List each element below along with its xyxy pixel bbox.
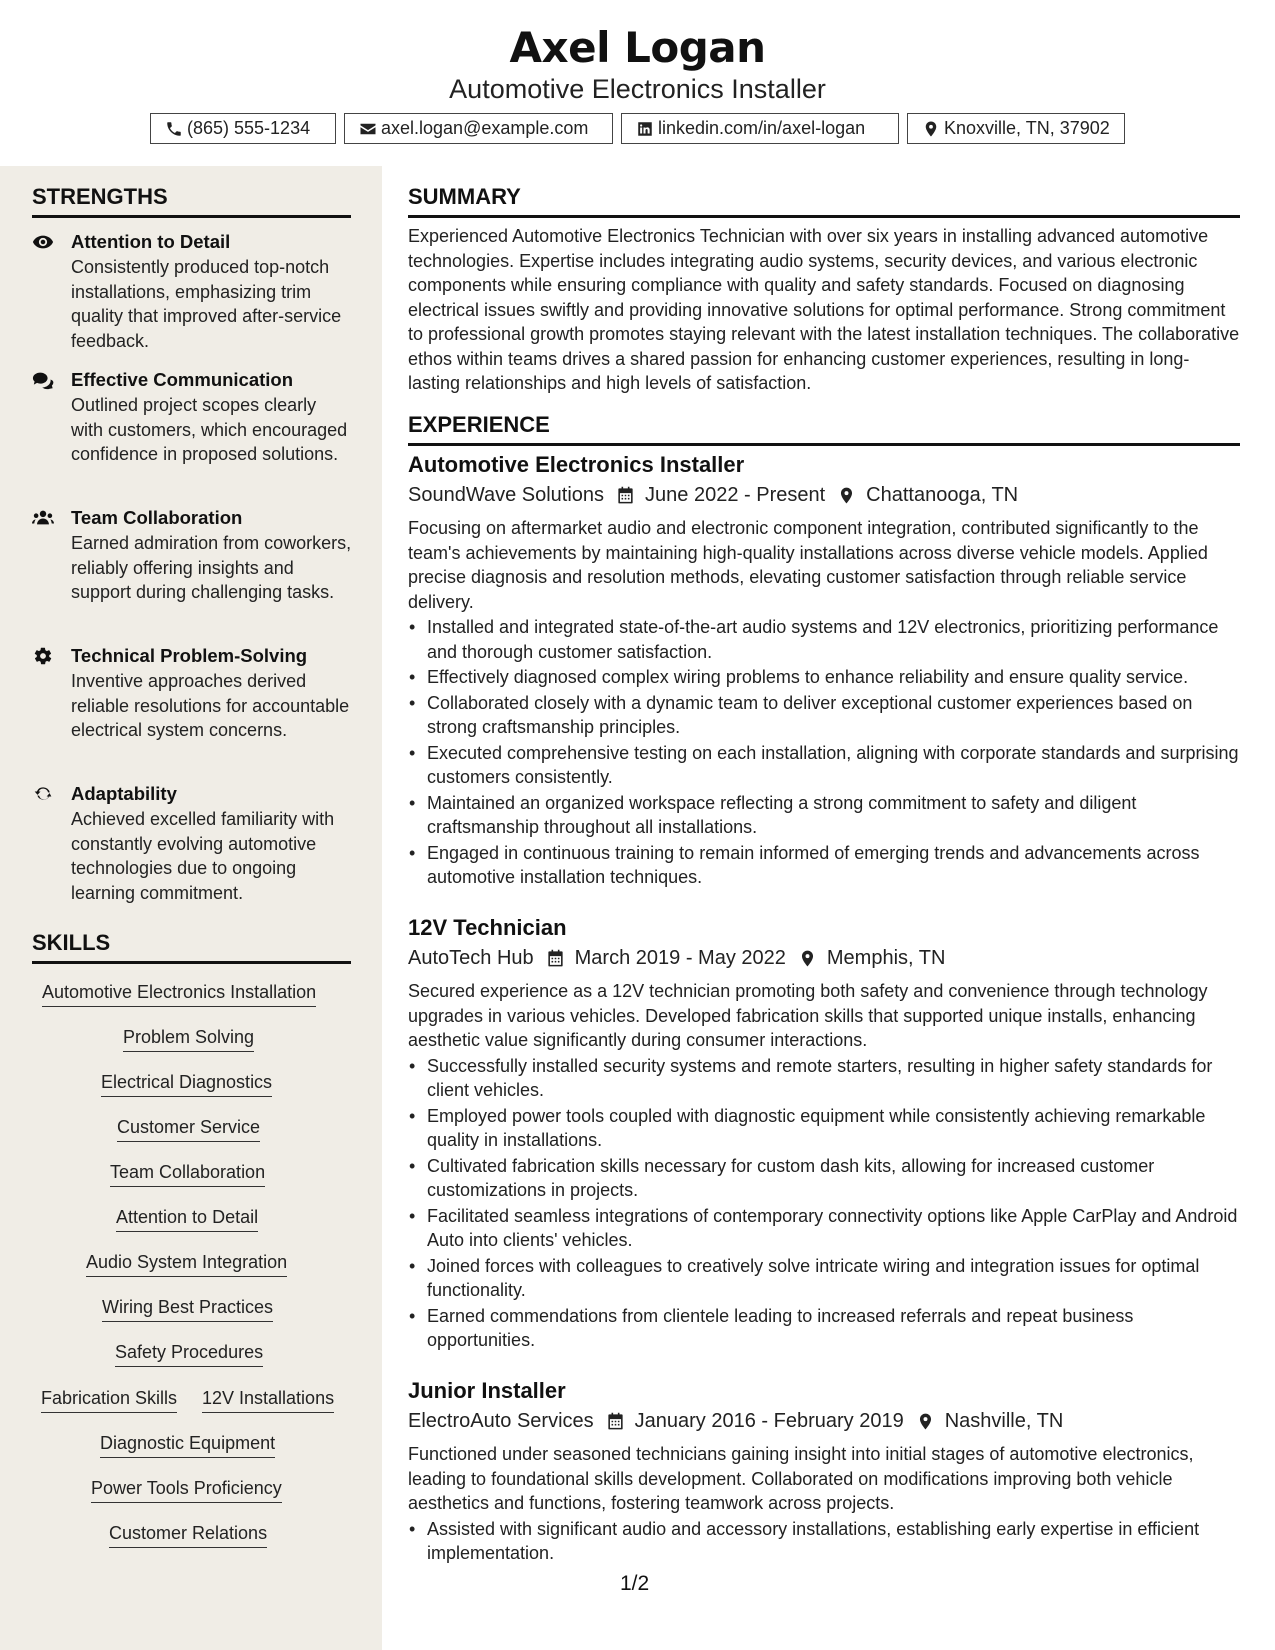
skill-tag: Diagnostic Equipment xyxy=(100,1431,275,1458)
sync-icon xyxy=(32,784,54,804)
strength-desc: Inventive approaches derived reliable resolutions for accountable electrical system concerns. xyxy=(71,671,350,740)
contact-location xyxy=(907,113,1125,144)
linkedin-text[interactable]: linkedin.com/in/axel-logan xyxy=(658,118,866,138)
strength-desc: Consistently produced top-notch installations, emphasizing trim quality that improved after-service feedback. xyxy=(71,257,342,351)
email-text[interactable]: axel.logan@example.com xyxy=(381,118,589,138)
job-bullets xyxy=(408,1517,1240,1566)
strength-desc: Outlined project scopes clearly with customers, which encouraged confidence in proposed solutions. xyxy=(71,395,348,464)
contact-bar xyxy=(0,113,1275,144)
location-text: Knoxville, TN, 37902 xyxy=(944,118,1110,138)
strength-title: Adaptability xyxy=(71,783,177,804)
skill-tag: Attention to Detail xyxy=(116,1205,258,1232)
job-location: Memphis, TN xyxy=(826,947,946,969)
candidate-name: Axel Logan xyxy=(509,23,766,72)
job-company: ElectroAuto Services xyxy=(408,1410,594,1432)
strength-title: Attention to Detail xyxy=(71,231,231,252)
job-bullet: • Engaged in continuous training to remain informed of emerging trends and advancements across automotive installation techniques. xyxy=(408,841,1240,890)
job-location: Chattanooga, TN xyxy=(866,484,1019,506)
summary-heading: SUMMARY xyxy=(408,183,1240,218)
job-dates: March 2019 - May 2022 xyxy=(574,947,786,969)
job-entry xyxy=(408,914,1240,1353)
skill-tag: Problem Solving xyxy=(123,1025,254,1052)
page-number: 1/2 xyxy=(620,1572,650,1595)
map-pin-icon xyxy=(798,949,817,968)
strength-title: Team Collaboration xyxy=(71,507,243,528)
phone-text: (865) 555-1234 xyxy=(187,118,311,138)
strengths-heading: STRENGTHS xyxy=(32,183,351,218)
job-bullet: • Successfully installed security systems and remote starters, resulting in higher safety standards for client vehicles. xyxy=(408,1054,1240,1103)
skill-tag: Fabrication Skills xyxy=(41,1386,177,1413)
summary-text: Experienced Automotive Electronics Technician with over six years in installing advanced automotive technologies. Expertise includes integrating audio systems, security devices, and various electronic components while ensuring compliance with quality and safety standards. Focused on diagnosing electrical issues swiftly and providing innovative solutions for optimal performance. Strong commitment to professional growth promotes staying relevant with the latest installation techniques. The collaborative ethos within teams drives a shared passion for enhancing customer experiences, resulting in long-lasting relationships and high levels of satisfaction. xyxy=(408,226,1240,393)
job-bullet: • Cultivated fabrication skills necessary for custom dash kits, allowing for increased customer customizations in projects. xyxy=(408,1154,1240,1203)
job-company: AutoTech Hub xyxy=(408,947,534,969)
job-bullets xyxy=(408,1054,1240,1353)
skill-tag: Power Tools Proficiency xyxy=(91,1476,282,1503)
job-bullet: • Employed power tools coupled with diagnostic equipment while consistently achieving remarkable quality in installations. xyxy=(408,1104,1240,1153)
job-bullet: • Effectively diagnosed complex wiring problems to enhance reliability and ensure quality service. xyxy=(408,665,1240,690)
job-entry xyxy=(408,1377,1240,1566)
job-bullet: • Facilitated seamless integrations of contemporary connectivity options like Apple CarPlay and Android Auto into clients' vehicles. xyxy=(408,1204,1240,1253)
skill-tag: Electrical Diagnostics xyxy=(101,1070,272,1097)
skill-tag: Customer Service xyxy=(117,1115,260,1142)
skill-tag: Customer Relations xyxy=(109,1521,267,1548)
candidate-title: Automotive Electronics Installer xyxy=(449,74,826,104)
map-pin-icon xyxy=(922,120,940,138)
job-location: Nashville, TN xyxy=(944,1410,1064,1432)
job-bullets xyxy=(408,615,1240,890)
job-bullet: • Assisted with significant audio and accessory installations, establishing early expertise in efficient implementation. xyxy=(408,1517,1240,1566)
job-meta xyxy=(408,1408,1240,1434)
comments-icon xyxy=(32,370,54,390)
map-pin-icon xyxy=(837,486,856,505)
skill-tag: Wiring Best Practices xyxy=(102,1295,273,1322)
job-company: SoundWave Solutions xyxy=(408,484,605,506)
job-title: Automotive Electronics Installer xyxy=(408,452,745,477)
job-bullet: • Collaborated closely with a dynamic team to deliver exceptional customer experiences based on strong craftsmanship principles. xyxy=(408,691,1240,740)
job-entry xyxy=(408,451,1240,890)
contact-phone xyxy=(150,113,336,144)
calendar-icon xyxy=(616,486,635,505)
map-pin-icon xyxy=(916,1412,935,1431)
job-dates: June 2022 - Present xyxy=(645,484,826,506)
skill-tag: Audio System Integration xyxy=(86,1250,287,1277)
experience-heading: EXPERIENCE xyxy=(408,411,1240,446)
strength-title: Technical Problem-Solving xyxy=(71,645,308,666)
contact-linkedin[interactable] xyxy=(621,113,899,144)
skill-tag: 12V Installations xyxy=(202,1386,334,1413)
users-icon xyxy=(32,508,54,528)
job-meta xyxy=(408,945,1240,971)
calendar-icon xyxy=(546,949,565,968)
job-bullet: • Earned commendations from clientele leading to increased referrals and repeat business opportunities. xyxy=(408,1304,1240,1353)
job-meta xyxy=(408,482,1240,508)
contact-email[interactable] xyxy=(344,113,613,144)
strength-title: Effective Communication xyxy=(71,369,294,390)
job-description: Functioned under seasoned technicians gaining insight into initial stages of automotive electronics, leading to foundational skills development. Collaborated on modifications improving both vehicle aesthetics and functions, fostering teamwork across projects. xyxy=(408,1444,1194,1513)
job-title: 12V Technician xyxy=(408,915,567,940)
envelope-icon xyxy=(359,120,377,138)
gear-icon xyxy=(32,646,54,666)
strength-desc: Earned admiration from coworkers, reliably offering insights and support during challenging tasks. xyxy=(71,533,352,602)
job-bullet: • Executed comprehensive testing on each installation, aligning with corporate standards and surprising customers consistently. xyxy=(408,741,1240,790)
job-title: Junior Installer xyxy=(408,1378,566,1403)
job-bullet: • Maintained an organized workspace reflecting a strong commitment to safety and diligent craftsmanship throughout all installations. xyxy=(408,791,1240,840)
skill-tag: Safety Procedures xyxy=(115,1340,263,1367)
eye-icon xyxy=(32,232,54,252)
linkedin-icon xyxy=(636,120,654,138)
job-bullet: • Joined forces with colleagues to creatively solve intricate wiring and integration issues for optimal functionality. xyxy=(408,1254,1240,1303)
phone-icon xyxy=(165,120,183,138)
skill-tag: Automotive Electronics Installation xyxy=(42,980,316,1007)
resume-header xyxy=(0,0,1275,166)
strength-desc: Achieved excelled familiarity with constantly evolving automotive technologies due to ongoing learning commitment. xyxy=(71,809,335,903)
calendar-icon xyxy=(606,1412,625,1431)
job-bullet: • Installed and integrated state-of-the-art audio systems and 12V electronics, prioritizing performance and thorough customer satisfaction. xyxy=(408,615,1240,664)
job-description: Secured experience as a 12V technician promoting both safety and convenience through technology upgrades in various vehicles. Developed fabrication skills that supported unique installs, enhancing aesthetic value significantly during consumer interactions. xyxy=(408,981,1208,1050)
job-description: Focusing on aftermarket audio and electronic component integration, contributed significantly to the team's achievements by maintaining high-quality installations across diverse vehicle models. Applied precise diagnosis and resolution methods, elevating customer satisfaction through reliable service delivery. xyxy=(408,518,1208,612)
job-dates: January 2016 - February 2019 xyxy=(634,1410,904,1432)
skill-tag: Team Collaboration xyxy=(110,1160,265,1187)
skills-heading: SKILLS xyxy=(32,929,351,964)
